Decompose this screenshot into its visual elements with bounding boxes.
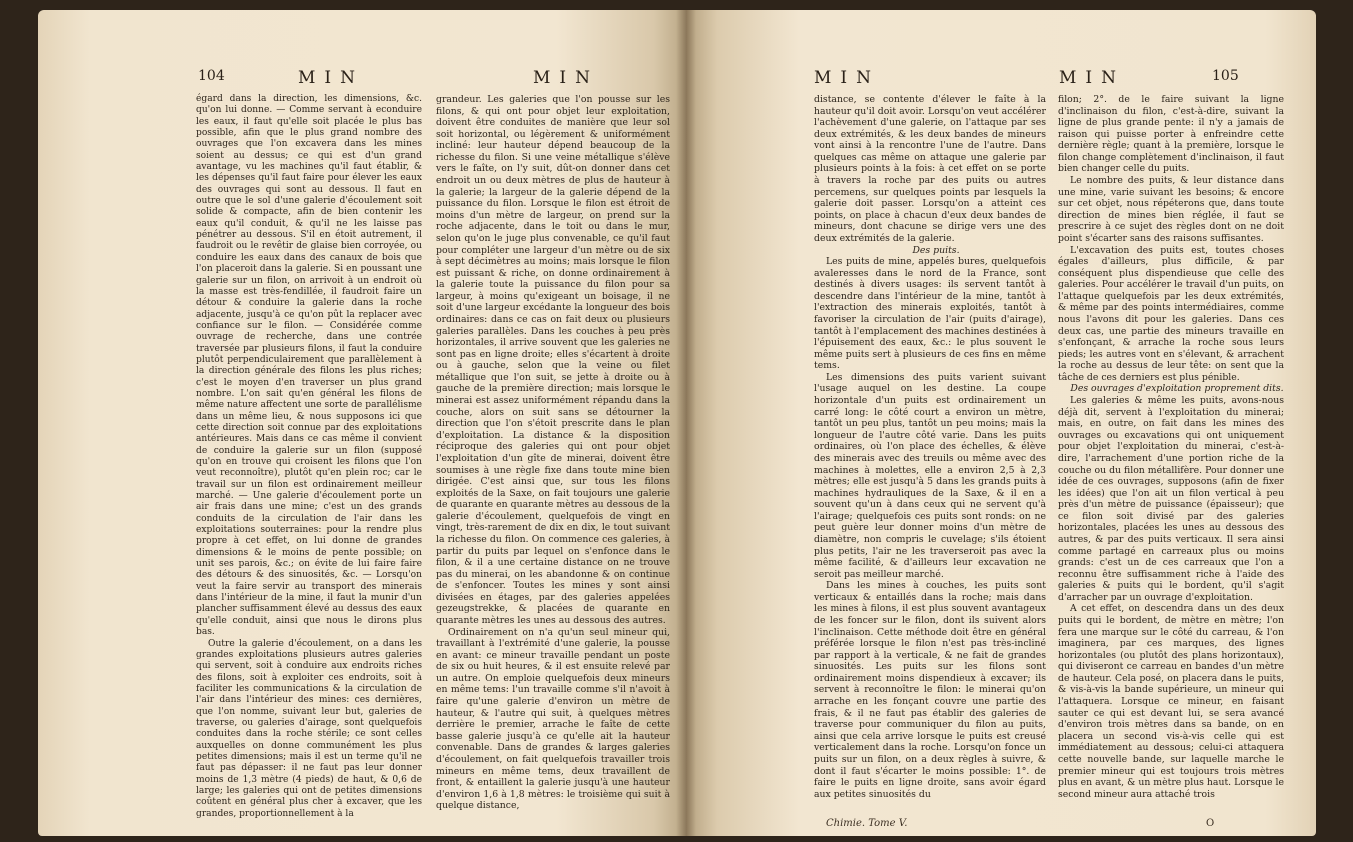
- left-folio: 104: [198, 68, 225, 84]
- paragraph: distance, se contente d'élever le faîte à la hauteur qu'il doit avoir. Lorsqu'on veut accélérer l'achèvement d'une galerie, on l'attaque par ses deux extrémités, & les deux bandes de mineurs vont ainsi à la rencontre l'une de l'autre. Dans quelques cas même on attaque une galerie par plusieurs points à la fois: à cet effet on se porte à travers la roche par des puits ou autres percemens, sur quelques points par lesquels la galerie doit passer. Lorsqu'on a atteint ces points, on place à chacun d'eux deux bandes de mineurs, dont chacune se dirige vers une des deux extrémités de la galerie.: [814, 94, 1046, 244]
- right-page: [686, 10, 1316, 836]
- paragraph: Les puits de mine, appelés bures, quelquefois avaleresses dans le nord de la France, sont destinés à divers usages: ils servent tantôt à descendre dans l'intérieur de la mine, tantôt à l'extraction des minerais exploités, tantôt à favoriser la circulation de l'air (puits d'airage), tantôt à l'emplacement des machines destinées à l'épuisement des eaux, &c.: le plus souvent le même puits sert à plusieurs de ces fins en même tems.: [814, 256, 1046, 372]
- left-page-column-2: [436, 94, 670, 812]
- paragraph: Les dimensions des puits varient suivant l'usage auquel on les destine. La coupe horizontale d'un puits est ordinairement un carré long: le côté court a environ un mètre, tantôt un peu plus, tantôt un peu moins; mais la longueur de l'autre côté varie. Dans les puits ordinaires, où l'on place des échelles, & élève des minerais avec des treuils ou même avec des machines à molettes, elle a environ 2,5 à 2,3 mètres; elle est jusqu'à 5 dans les grands puits à machines hydrauliques de la Saxe, & il en a souvent qu'un à dans ceux qui ne servent qu'à l'airage; quelquefois ces puits sont ronds: on ne peut guère leur donner moins d'un mètre de diamètre, non compris le cuvelage; s'ils étoient plus petits, l'air ne les traverseroit pas avec la même facilité, & d'ailleurs leur excavation ne seroit pas meilleur marché.: [814, 371, 1046, 580]
- paragraph: Outre la galerie d'écoulement, on a dans les grandes exploitations plusieurs autres galeries qui servent, soit à conduire aux endroits riches des filons, soit à exploiter ces endroits, soit à faciliter les communications & la circulation de l'air dans l'intérieur des mines: ces dernières, que l'on nomme, suivant leur but, galeries de traverse, ou galeries d'airage, sont quelquefois conduites dans la roche stérile; ce sont celles auxquelles on donne communément les plus petites dimensions; mais il est un terme qu'il ne faut pas dépasser: il ne faut pas leur donner moins de 1,3 mètre (4 pieds) de haut, & 0,6 de large; les galeries qui ont de petites dimensions coûtent en général plus cher à excaver, que les grandes, proportionnellement à la: [196, 638, 422, 819]
- right-page-column-2: [1058, 94, 1284, 800]
- paragraph: égard dans la direction, les dimensions, &c. qu'on lui donne. — Comme servant à econduire les eaux, il faut qu'elle soit placée le plus bas possible, afin que le plus grand nombre des ouvrages que l'on excavera dans les mines soient au dessus; ce qui est d'un grand avantage, vu les machines qu'il faut établir, & les dépenses qu'il faut faire pour élever les eaux des ouvrages qui sont au dessous. Il faut en outre que le sol d'une galerie d'écoulement soit solide & compacte, afin de bien contenir les eaux qu'il conduit, & qu'il ne les laisse pas pénétrer au dessous. S'il en étoit autrement, il faudroit ou le revêtir de glaise bien corroyée, ou conduire les eaux dans des canaux de bois que l'on placeroit dans la galerie. Si en poussant une galerie sur un filon, on arrivoit à un endroit où la masse est très-fendillée, il faudroit faire un détour & conduire la galerie dans la roche adjacente, jusqu'à ce qu'on pût la replacer avec confiance sur le filon. — Considérée comme ouvrage de recherche, dans une contrée traversée par plusieurs filons, il faut la conduire plutôt perpendiculairement que parallèlement à la direction générale des filons les plus riches; c'est le moyen d'en traverser un plus grand nombre. L'on sait qu'en général les filons de même nature affectent une sorte de parallélisme dans un même lieu, & nous supposons ici que cette direction soit connue par des exploitations antérieures. Mais dans ce cas même il convient de conduire la galerie sur un filon (supposé qu'on en trouve qui croisent les filons que l'on veut reconnoître), plutôt qu'en plein roc; car le travail sur un filon est ordinairement meilleur marché. — Une galerie d'écoulement porte un air frais dans une mine; c'est un des grands conduits de la circulation de l'air dans les exploitations souterraines: pour la rendre plus propre à cet effet, on lui donne de grandes dimensions & le moins de pente possible; on unit ses parois, &c.; on évite de lui faire faire des détours & des sinuosités, &c. — Lorsqu'on veut la faire servir au transport des minerais dans l'intérieur de la mine, il faut la munir d'un plancher suffisamment élevé au dessus des eaux qu'elle conduit, ainsi que nous le dirons plus bas.: [196, 94, 422, 638]
- paragraph: Les galeries & même les puits, avons-nous déjà dit, servent à l'exploitation du minerai; mais, en outre, on fait dans les mines des ouvrages ou excavations qui ont uniquement pour objet l'exploitation du minerai, c'est-à-dire, l'arrachement d'une portion riche de la couche ou du filon métallifère. Pour donner une idée de ces ouvrages, supposons (afin de fixer les idées) que l'on ait un filon vertical à peu près d'un mètre de puissance (épaisseur); que ce filon soit divisé par des galeries horizontales, placées les unes au dessous des autres, & par des puits verticaux. Il sera ainsi comme partagé en carreaux plus ou moins grands: c'est un de ces carreaux que l'on a reconnu être suffisamment riche à l'aide des galeries & puits qui le bordent, qu'il s'agit d'arracher par un ouvrage d'exploitation.: [1058, 395, 1284, 603]
- paragraph: L'excavation des puits est, toutes choses égales d'ailleurs, plus difficile, & par conséquent plus dispendieuse que celle des galeries. Pour accélérer le travail d'un puits, on l'attaque quelquefois par les deux extrémités, & même par des points intermédiaires, comme nous l'avons dit pour les galeries. Dans ces deux cas, une partie des mineurs travaille en s'enfonçant, & arrache la roche sous leurs pieds; les autres vont en s'élevant, & arrachent la roche au dessus de leur tête: on sent que la tâche de ces derniers est plus pénible.: [1058, 244, 1284, 383]
- left-running-head: [198, 68, 668, 90]
- right-head-word-right: MIN: [1059, 68, 1125, 88]
- right-running-head: [814, 68, 1284, 90]
- left-head-word-left: MIN: [298, 68, 364, 88]
- left-page-column-1: [196, 94, 422, 820]
- paragraph: grandeur. Les galeries que l'on pousse sur les filons, & qui ont pour objet leur exploitation, doivent être conduites de manière que leur sol soit horizontal, ou légèrement & uniformément incliné: leur hauteur dépend beaucoup de la richesse du filon. Si une veine métallique s'élève vers le faîte, on l'y suit, dût-on donner dans cet endroit un ou deux mètres de plus de hauteur à la galerie; la largeur de la galerie dépend de la puissance du filon. Lorsque le filon est étroit de moins d'un mètre de largeur, on prend sur la roche adjacente, dans le toit ou dans le mur, selon qu'on le juge plus convenable, ce qu'il faut pour compléter une largeur d'un mètre ou de six à sept décimètres au moins; mais lorsque le filon est puissant & riche, on donne ordinairement à la galerie toute la puissance du filon pour sa largeur, à moins qu'exigeant un boisage, il ne soit d'une largeur excédante la longueur des bois ordinaires: dans ce cas on fait deux ou plusieurs galeries parallèles. Dans les couches à peu près horizontales, il arrive souvent que les galeries ne sont pas en ligne droite; elles s'écartent à droite ou à gauche, selon que la veine ou filet métallique que l'on suit, se jette à droite ou à gauche de la première direction; mais lorsque le minerai est assez uniformément répandu dans la couche, alors on suit sans se détourner la direction que l'on s'étoit prescrite dans le plan d'exploitation. La distance & la disposition réciproque des galeries qui ont pour objet l'exploitation d'un gîte de minerai, doivent être soumises à une règle fixe dans toute mine bien dirigée. C'est ainsi que, sur tous les filons exploités de la Saxe, on fait toujours une galerie de quarante en quarante mètres au dessous de la galerie d'écoulement, quelquefois de vingt en vingt, très-rarement de dix en dix, le tout suivant la richesse du filon. On commence ces galeries, à partir du puits par lequel on s'enfonce dans le filon, & il a une certaine distance on ne trouve pas du minerai, on les abandonne & on continue de s'enfoncer. Toutes les mines y sont ainsi divisées en étages, par des galeries appelées gezeugstrekke, & placées de quarante en quarante mètres les unes au dessous des autres.: [436, 94, 670, 627]
- left-head-word-right: MIN: [533, 68, 599, 88]
- section-heading-ouvrages: Des ouvrages d'exploitation proprement dits.: [1070, 383, 1284, 395]
- book-gutter: [676, 10, 696, 836]
- paragraph: Dans les mines à couches, les puits sont verticaux & entaillés dans la roche; mais dans les mines à filons, il est plus souvent avantageux de les foncer sur le filon, dont ils suivent alors l'inclinaison. Cette méthode doit être en général préférée lorsque le filon n'est pas très-incliné par rapport à la verticale, & ne fait de grandes sinuosités. Les puits sur les filons sont ordinairement moins dispendieux à excaver; ils servent à reconnoître le filon: le minerai qu'on arrache en les fonçant couvre une partie des frais, & il ne faut pas établir des galeries de traverse pour communiquer du filon au puits, ainsi que cela arrive lorsque le puits est creusé verticalement dans la roche. Lorsqu'on fonce un puits sur un filon, on a deux règles à suivre, & dont il faut s'écarter le moins possible: 1°. de faire le puits en ligne droite, sans avoir égard aux petites sinuosités du: [814, 580, 1046, 800]
- paragraph: Le nombre des puits, & leur distance dans une mine, varie suivant les besoins; & encore sur cet objet, nous répéterons que, dans toute direction de mines bien réglée, il faut se prescrire à ce sujet des règles dont on ne doit point s'écarter sans des raisons suffisantes.: [1058, 175, 1284, 244]
- right-folio: 105: [1212, 68, 1239, 84]
- signature-mark: O: [1206, 818, 1215, 829]
- footer-volume-line: Chimie. Tome V.: [826, 818, 908, 829]
- right-page-column-1: [814, 94, 1046, 800]
- left-page: [38, 10, 686, 836]
- section-heading-puits: Des puits.: [912, 244, 960, 256]
- paragraph: A cet effet, on descendra dans un des deux puits qui le bordent, de mètre en mètre; l'on fera une marque sur le côté du carreau, & l'on imaginera, par ces marques, des lignes horizontales (ou plutôt des plans horizontaux), qui diviseront ce carreau en bandes d'un mètre de hauteur. Cela posé, on placera dans le puits, & vis-à-vis la bande supérieure, un mineur qui l'attaquera. Lorsque ce mineur, en faisant sauter ce qui est devant lui, se sera avancé d'environ trois mètres dans sa bande, on en placera un second vis-à-vis celle qui est immédiatement au dessous; celui-ci attaquera cette nouvelle bande, sur laquelle marche le premier mineur qui est toujours trois mètres plus en avant, & un mètre plus haut. Lorsque le second mineur aura attaché trois: [1058, 603, 1284, 800]
- right-head-word-left: MIN: [814, 68, 880, 88]
- paragraph: Ordinairement on n'a qu'un seul mineur qui, travaillant à l'extrémité d'une galerie, la pousse en avant: ce mineur travaille pendant un poste de six ou huit heures, & il est ensuite relevé par un autre. On emploie quelquefois deux mineurs en même tems: l'un travaille comme s'il n'avoit à faire qu'une galerie d'environ un mètre de hauteur, & l'autre qui suit, à quelques mètres derrière le premier, arrache le faîte de cette basse galerie jusqu'à ce qu'elle ait la hauteur convenable. Dans de grandes & larges galeries d'écoulement, on fait quelquefois travailler trois mineurs en même tems, deux travaillent de front, & entaillent la galerie jusqu'à une hauteur d'environ 1,6 à 1,8 mètres: le troisième qui suit à quelque distance,: [436, 626, 670, 812]
- paragraph: filon; 2°. de le faire suivant la ligne d'inclinaison du filon, c'est-à-dire, suivant la ligne de plus grande pente: il n'y a jamais de raison qui puisse porter à enfreindre cette dernière règle; quant à la première, lorsque le filon change complètement d'inclinaison, il faut bien changer celle du puits.: [1058, 94, 1284, 175]
